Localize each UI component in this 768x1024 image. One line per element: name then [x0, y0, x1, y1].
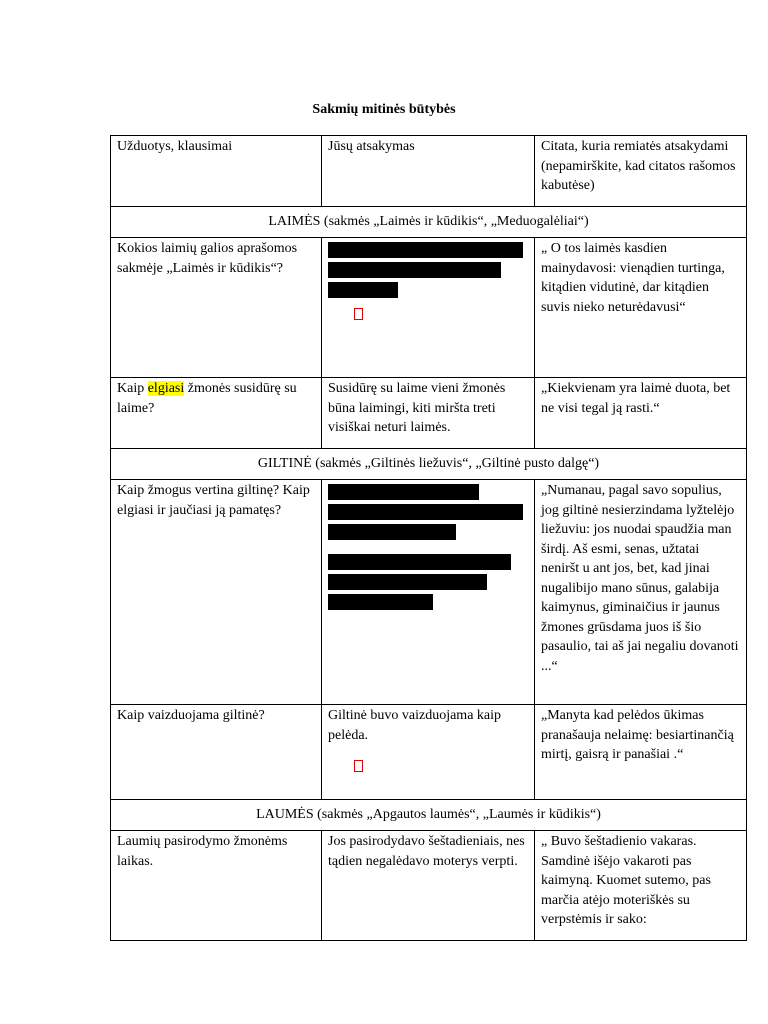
table-header-row: [111, 136, 747, 207]
section-heading-row: [111, 449, 747, 480]
question-cell: Kaip vaizduojama giltinė?: [111, 705, 322, 800]
redaction-bar: [328, 554, 511, 570]
redaction-bar: [328, 504, 523, 520]
quote-cell: „Numanau, pagal savo sopulius, jog giltinė nesierzindama lyžtelėjo liežuviu: jos nuodai spaudžia man širdį. Aš esmi, senas, užtatai neniršt u ant jos, bet, kad jinai nugalibijo mano sūnus, galabija kaimynus, giminaičius ir jaunus žmones grūsdama juos iš šio pasaulio, tai aš jai negaliu dovanoti ...“: [535, 480, 747, 705]
table-row: [111, 238, 747, 378]
question-cell: Kokios laimių galios aprašomos sakmėje „Laimės ir kūdikis“?: [111, 238, 322, 378]
question-text: Kaip: [117, 381, 148, 396]
question-text: žmonės susidūrę su laime?: [117, 381, 297, 416]
redaction-bar: [328, 262, 501, 278]
redaction-bar: [328, 574, 487, 590]
quote-cell: „Kiekvienam yra laimė duota, bet ne visi tegal ją rasti.“: [535, 378, 747, 449]
table-row: [111, 480, 747, 705]
question-cell: Kaip žmogus vertina giltinę? Kaip elgiasi ir jaučiasi ją pamatęs?: [111, 480, 322, 705]
quote-cell: „ O tos laimės kasdien mainydavosi: vienądien turtinga, kitądien vidutinė, dar kitądien suvis nieko neturėdavusi“: [535, 238, 747, 378]
answer-cell[interactable]: [322, 480, 535, 705]
worksheet-table: [110, 135, 747, 941]
answer-text: Giltinė buvo vaizduojama kaip pelėda.: [328, 708, 502, 743]
missing-glyph-icon: [354, 308, 363, 320]
quote-cell: „ Buvo šeštadienio vakaras. Samdinė išėjo vakaroti pas kaimyną. Kuomet sutemo, pas marčia atėjo moteriškės su verpstėmis ir sako:: [535, 831, 747, 941]
redaction-bar: [328, 282, 398, 298]
header-quote: Citata, kuria remiatės atsakydami (nepamirškite, kad citatos rašomos kabutėse): [535, 136, 747, 207]
answer-cell[interactable]: Jos pasirodydavo šeštadieniais, nes tądien negalėdavo moterys verpti.: [322, 831, 535, 941]
quote-cell: „Manyta kad pelėdos ūkimas pranašauja nelaimę: besiartinančią mirtį, gaisrą ir panašiai .“: [535, 705, 747, 800]
redaction-bar: [328, 594, 433, 610]
section-heading-row: [111, 207, 747, 238]
answer-cell[interactable]: Susidūrę su laime vieni žmonės būna laimingi, kiti miršta treti visiškai neturi laimės.: [322, 378, 535, 449]
section-heading-laimes: LAIMĖS (sakmės „Laimės ir kūdikis“, „Meduogalėliai“): [111, 207, 747, 238]
missing-glyph-icon: [354, 760, 363, 772]
redaction-bar: [328, 242, 523, 258]
highlighted-word: elgiasi: [147, 381, 185, 396]
table-row: [111, 705, 747, 800]
section-heading-giltine: GILTINĖ (sakmės „Giltinės liežuvis“, „Giltinė pusto dalgę“): [111, 449, 747, 480]
question-cell: [111, 378, 322, 449]
answer-cell[interactable]: [322, 705, 535, 800]
header-tasks: Užduotys, klausimai: [111, 136, 322, 207]
question-cell: Laumių pasirodymo žmonėms laikas.: [111, 831, 322, 941]
answer-cell[interactable]: [322, 238, 535, 378]
table-row: [111, 831, 747, 941]
section-heading-row: [111, 800, 747, 831]
table-row: [111, 378, 747, 449]
page-title: Sakmių mitinės būtybės: [312, 102, 456, 117]
redaction-bar: [328, 524, 456, 540]
header-answer: Jūsų atsakymas: [322, 136, 535, 207]
section-heading-laumes: LAUMĖS (sakmės „Apgautos laumės“, „Laumės ir kūdikis“): [111, 800, 747, 831]
redaction-bar: [328, 484, 479, 500]
